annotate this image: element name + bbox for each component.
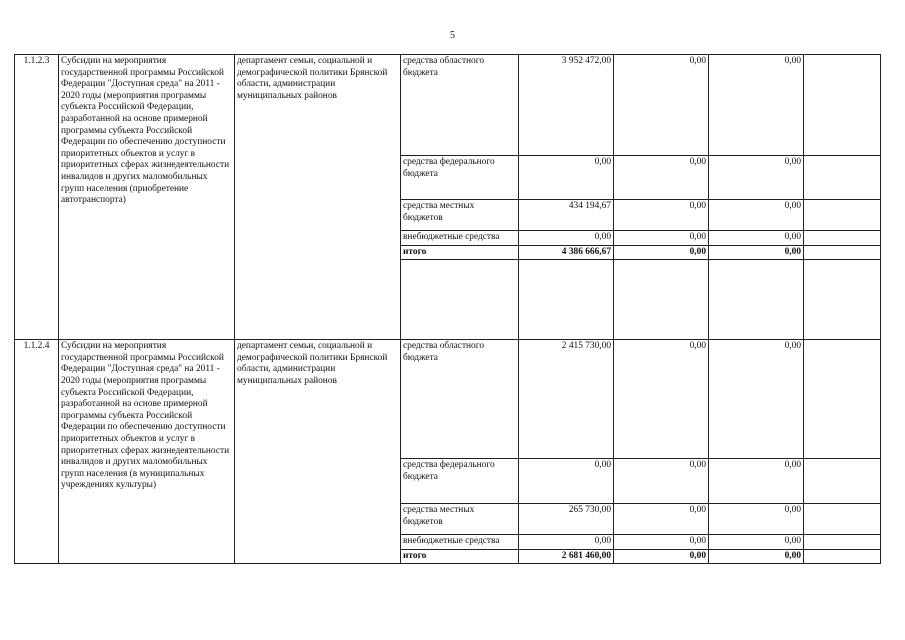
amount-1-total: 4 386 666,67 bbox=[519, 245, 614, 260]
amount-3: 0,00 bbox=[709, 156, 804, 200]
funding-source: средства областного бюджета bbox=[401, 340, 519, 459]
funding-source: внебюджетные средства bbox=[401, 535, 519, 550]
extra-cell bbox=[804, 231, 881, 246]
empty-cell bbox=[614, 260, 709, 340]
amount-3: 0,00 bbox=[709, 459, 804, 504]
funding-source: средства областного бюджета bbox=[401, 55, 519, 156]
amount-2-total: 0,00 bbox=[614, 549, 709, 564]
amount-3: 0,00 bbox=[709, 535, 804, 550]
amount-2: 0,00 bbox=[614, 504, 709, 535]
item-name: Субсидии на мероприятия государственной программы Российской Федерации "Доступная среда" на 2011 - 2020 годы (мероприятия программы субъекта Российской Федерации, разработанной на основе примерной программы субъекта Российской Федерации по обеспечению доступности приоритетных объектов и услуг в приоритетных сферах жизнедеятельности инвалидов и других маломобильных групп населения (в муниципальных учреждениях культуры) bbox=[59, 340, 235, 564]
item-number: 1.1.2.3 bbox=[15, 55, 59, 340]
amount-1: 434 194,67 bbox=[519, 200, 614, 231]
funding-source: средства федерального бюджета bbox=[401, 459, 519, 504]
amount-1: 0,00 bbox=[519, 156, 614, 200]
item-executor: департамент семьи, социальной и демографической политики Брянской области, администрации муниципальных районов bbox=[235, 340, 401, 564]
amount-3: 0,00 bbox=[709, 504, 804, 535]
extra-cell bbox=[804, 340, 881, 459]
extra-cell bbox=[804, 260, 881, 340]
table-row bbox=[15, 55, 881, 156]
funding-source: внебюджетные средства bbox=[401, 231, 519, 246]
amount-1: 0,00 bbox=[519, 231, 614, 246]
funding-source-total: итого bbox=[401, 245, 519, 260]
item-executor: департамент семьи, социальной и демографической политики Брянской области, администрации муниципальных районов bbox=[235, 55, 401, 340]
amount-1-total: 2 681 460,00 bbox=[519, 549, 614, 564]
amount-3: 0,00 bbox=[709, 231, 804, 246]
amount-1: 265 730,00 bbox=[519, 504, 614, 535]
table-row bbox=[15, 340, 881, 459]
amount-2: 0,00 bbox=[614, 200, 709, 231]
amount-1: 0,00 bbox=[519, 459, 614, 504]
extra-cell bbox=[804, 245, 881, 260]
funding-source: средства местных бюджетов bbox=[401, 200, 519, 231]
amount-2: 0,00 bbox=[614, 156, 709, 200]
item-number: 1.1.2.4 bbox=[15, 340, 59, 564]
amount-1: 3 952 472,00 bbox=[519, 55, 614, 156]
funding-source: средства местных бюджетов bbox=[401, 504, 519, 535]
page-number: 5 bbox=[450, 30, 455, 41]
extra-cell bbox=[804, 200, 881, 231]
amount-2: 0,00 bbox=[614, 55, 709, 156]
budget-table bbox=[14, 54, 881, 564]
amount-2: 0,00 bbox=[614, 231, 709, 246]
funding-source-total: итого bbox=[401, 549, 519, 564]
extra-cell bbox=[804, 459, 881, 504]
amount-2-total: 0,00 bbox=[614, 245, 709, 260]
extra-cell bbox=[804, 535, 881, 550]
empty-cell bbox=[401, 260, 519, 340]
amount-2: 0,00 bbox=[614, 535, 709, 550]
extra-cell bbox=[804, 504, 881, 535]
amount-3: 0,00 bbox=[709, 200, 804, 231]
amount-3-total: 0,00 bbox=[709, 549, 804, 564]
extra-cell bbox=[804, 156, 881, 200]
amount-3: 0,00 bbox=[709, 55, 804, 156]
item-name: Субсидии на мероприятия государственной программы Российской Федерации "Доступная среда" на 2011 - 2020 годы (мероприятия программы субъекта Российской Федерации, разработанной на основе примерной программы субъекта Российской Федерации по обеспечению доступности приоритетных объектов и услуг в приоритетных сферах жизнедеятельности инвалидов и других маломобильных групп населения (приобретение автотранспорта) bbox=[59, 55, 235, 340]
amount-1: 0,00 bbox=[519, 535, 614, 550]
empty-cell bbox=[519, 260, 614, 340]
amount-2: 0,00 bbox=[614, 340, 709, 459]
extra-cell bbox=[804, 55, 881, 156]
amount-2: 0,00 bbox=[614, 459, 709, 504]
amount-3-total: 0,00 bbox=[709, 245, 804, 260]
amount-3: 0,00 bbox=[709, 340, 804, 459]
extra-cell bbox=[804, 549, 881, 564]
funding-source: средства федерального бюджета bbox=[401, 156, 519, 200]
empty-cell bbox=[709, 260, 804, 340]
amount-1: 2 415 730,00 bbox=[519, 340, 614, 459]
